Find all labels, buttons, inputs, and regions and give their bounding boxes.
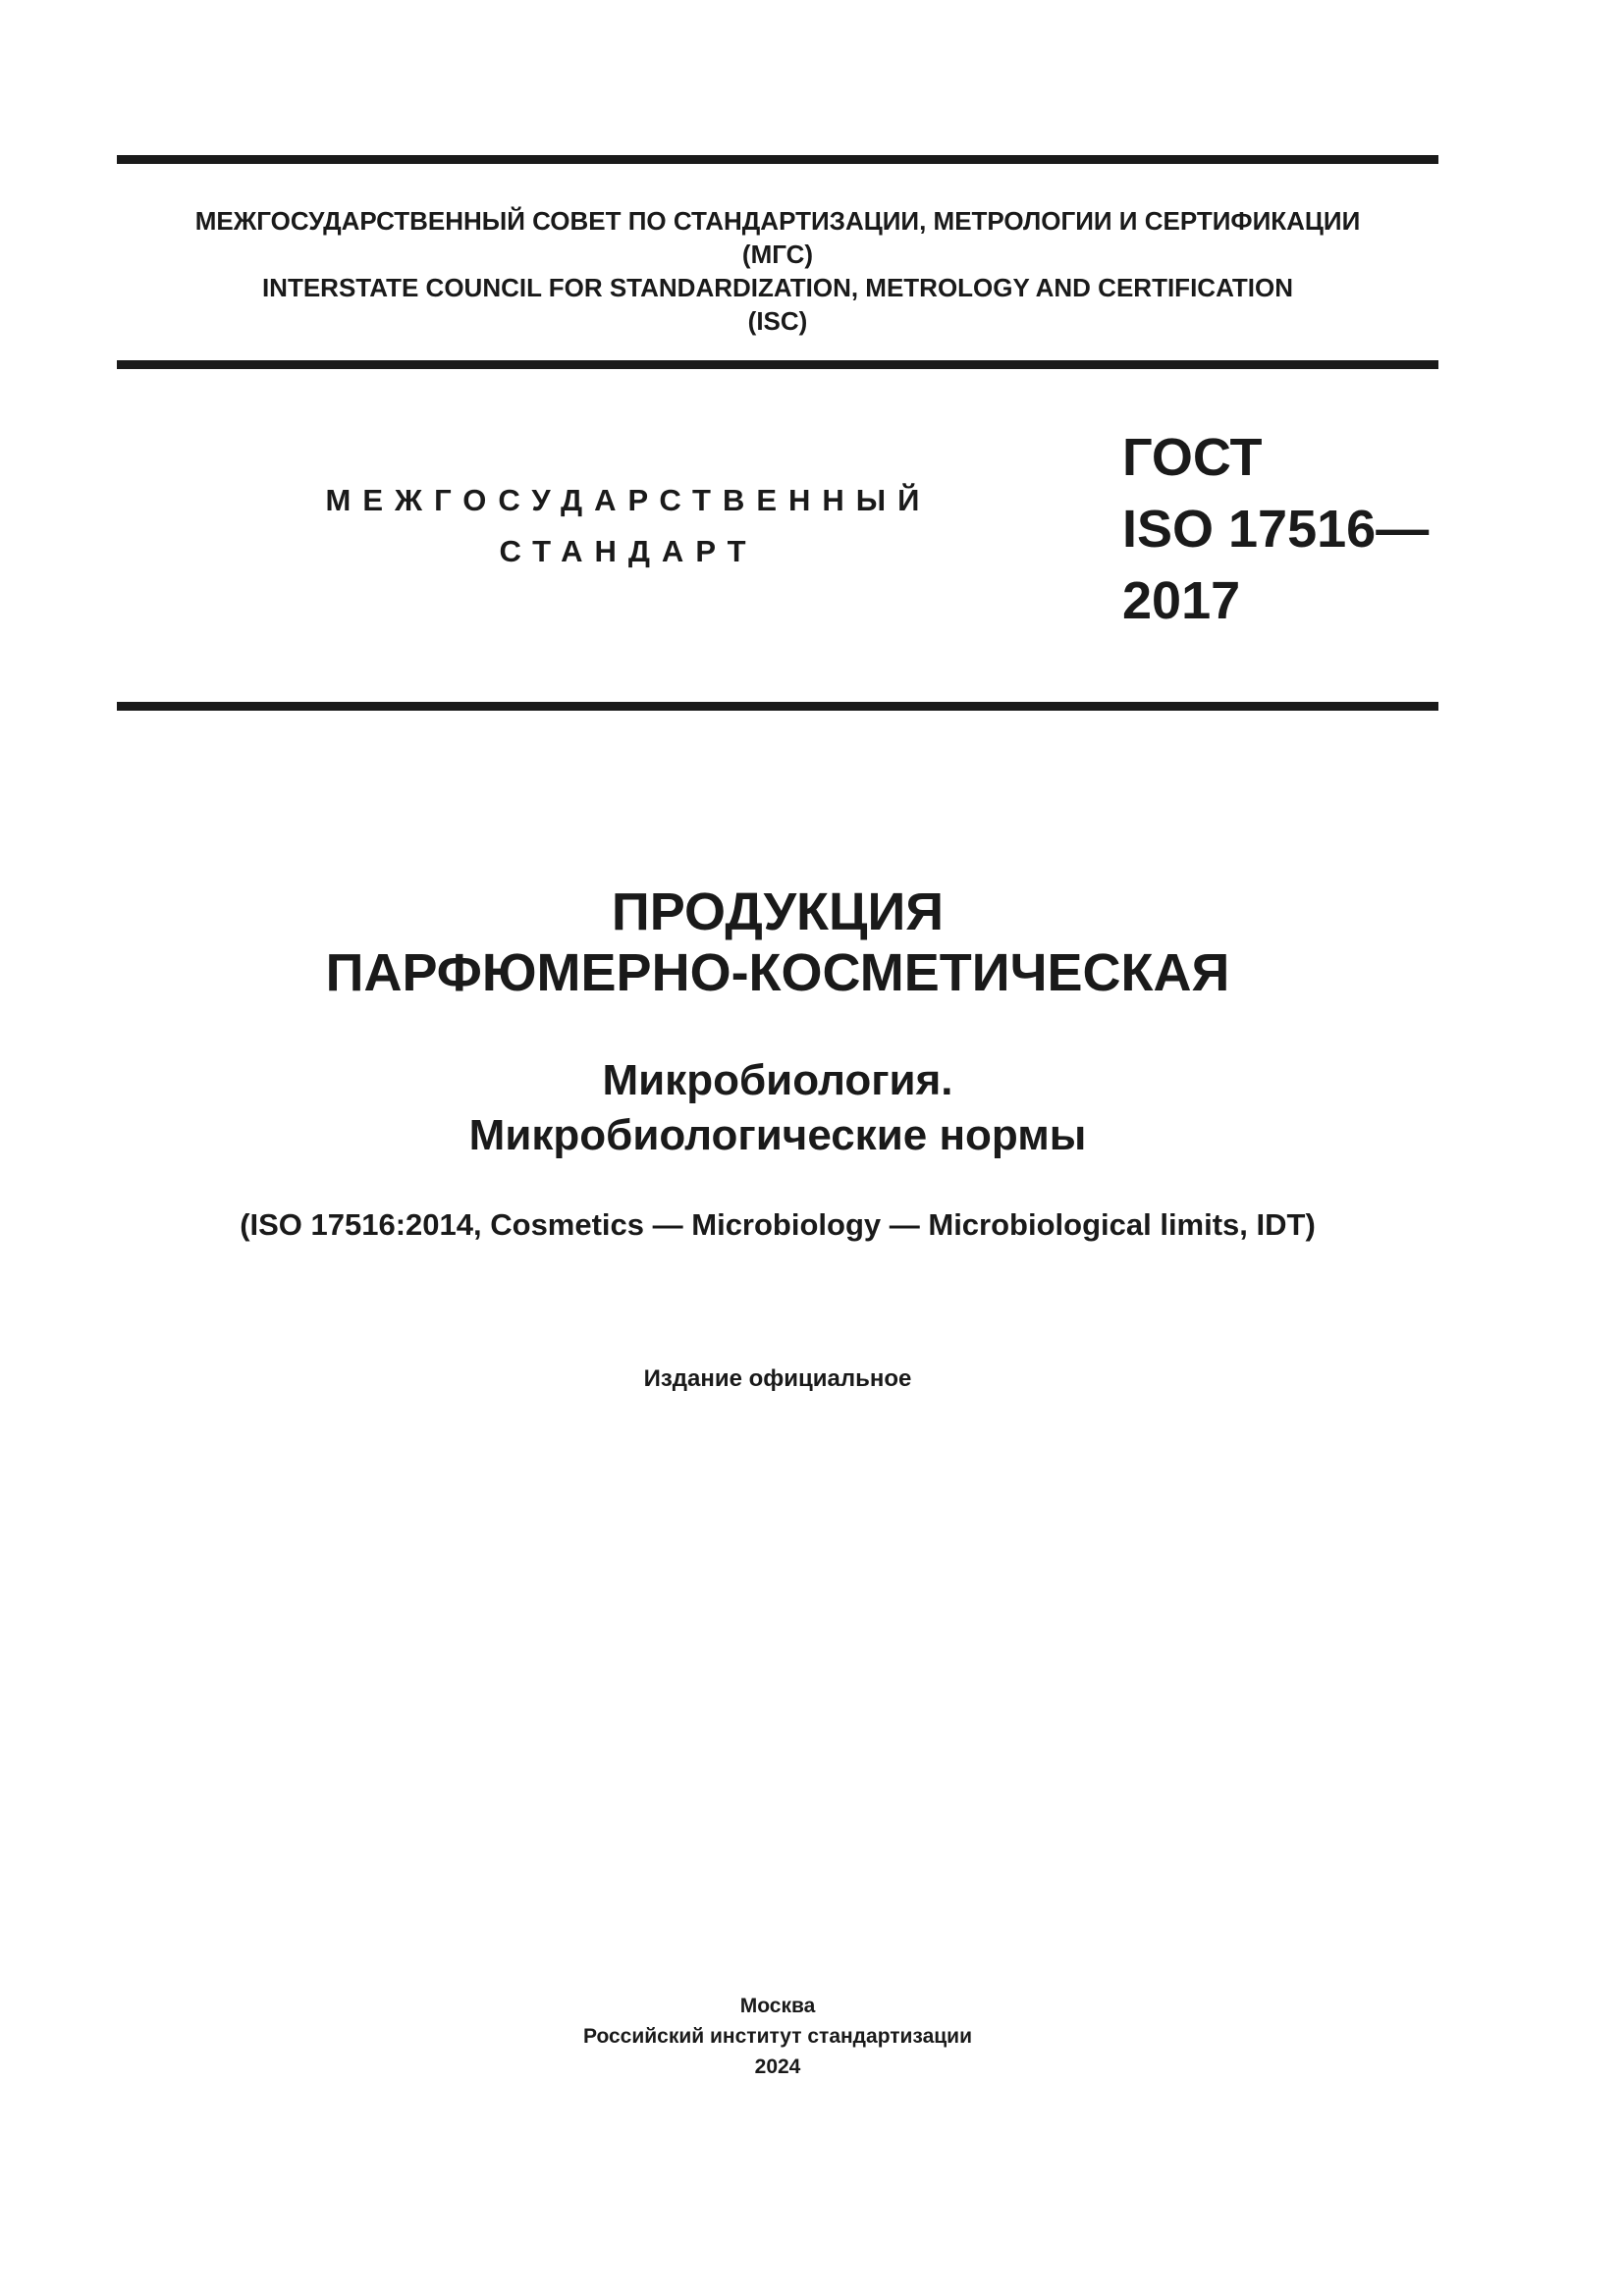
council-name-ru: МЕЖГОСУДАРСТВЕННЫЙ СОВЕТ ПО СТАНДАРТИЗАЦИИ, МЕТРОЛОГИИ И СЕРТИФИКАЦИИ <box>194 206 1361 236</box>
subtitle-line-1: Микробиология. <box>602 1056 953 1104</box>
document-subtitle <box>117 1053 1438 1163</box>
council-name-en: INTERSTATE COUNCIL FOR STANDARDIZATION, METROLOGY AND CERTIFICATION <box>261 273 1294 302</box>
document-title <box>117 881 1438 1003</box>
imprint-publisher: Российский институт стандартизации <box>582 2025 973 2048</box>
title-line-1: ПРОДУКЦИЯ <box>611 882 945 941</box>
standard-designation <box>1122 422 1429 637</box>
imprint-city: Москва <box>739 1995 816 2017</box>
title-line-2: ПАРФЮМЕРНО-КОСМЕТИЧЕСКАЯ <box>325 943 1230 1002</box>
iso-reference: (ISO 17516:2014, Cosmetics — Microbiology — Microbiological limits, IDT) <box>240 1207 1316 1242</box>
council-abbr-ru: (МГС) <box>741 240 814 269</box>
publisher-imprint <box>117 1991 1438 2082</box>
designation-line-2: ISO 17516— <box>1122 500 1430 559</box>
standard-type-line-1: МЕЖГОСУДАРСТВЕННЫЙ <box>325 483 932 517</box>
standard-type-line-2: СТАНДАРТ <box>499 534 758 568</box>
designation-line-3: 2017 <box>1122 571 1241 630</box>
header-divider <box>117 360 1438 369</box>
subtitle-line-2: Микробиологические нормы <box>468 1111 1087 1159</box>
imprint-year: 2024 <box>754 2056 801 2078</box>
council-header <box>117 204 1438 338</box>
title-divider <box>117 702 1438 711</box>
edition-note: Издание официальное <box>643 1365 912 1392</box>
standard-type <box>226 475 1031 577</box>
top-rule <box>117 155 1438 164</box>
designation-line-1: ГОСТ <box>1122 428 1263 487</box>
council-abbr-en: (ISC) <box>747 306 808 336</box>
